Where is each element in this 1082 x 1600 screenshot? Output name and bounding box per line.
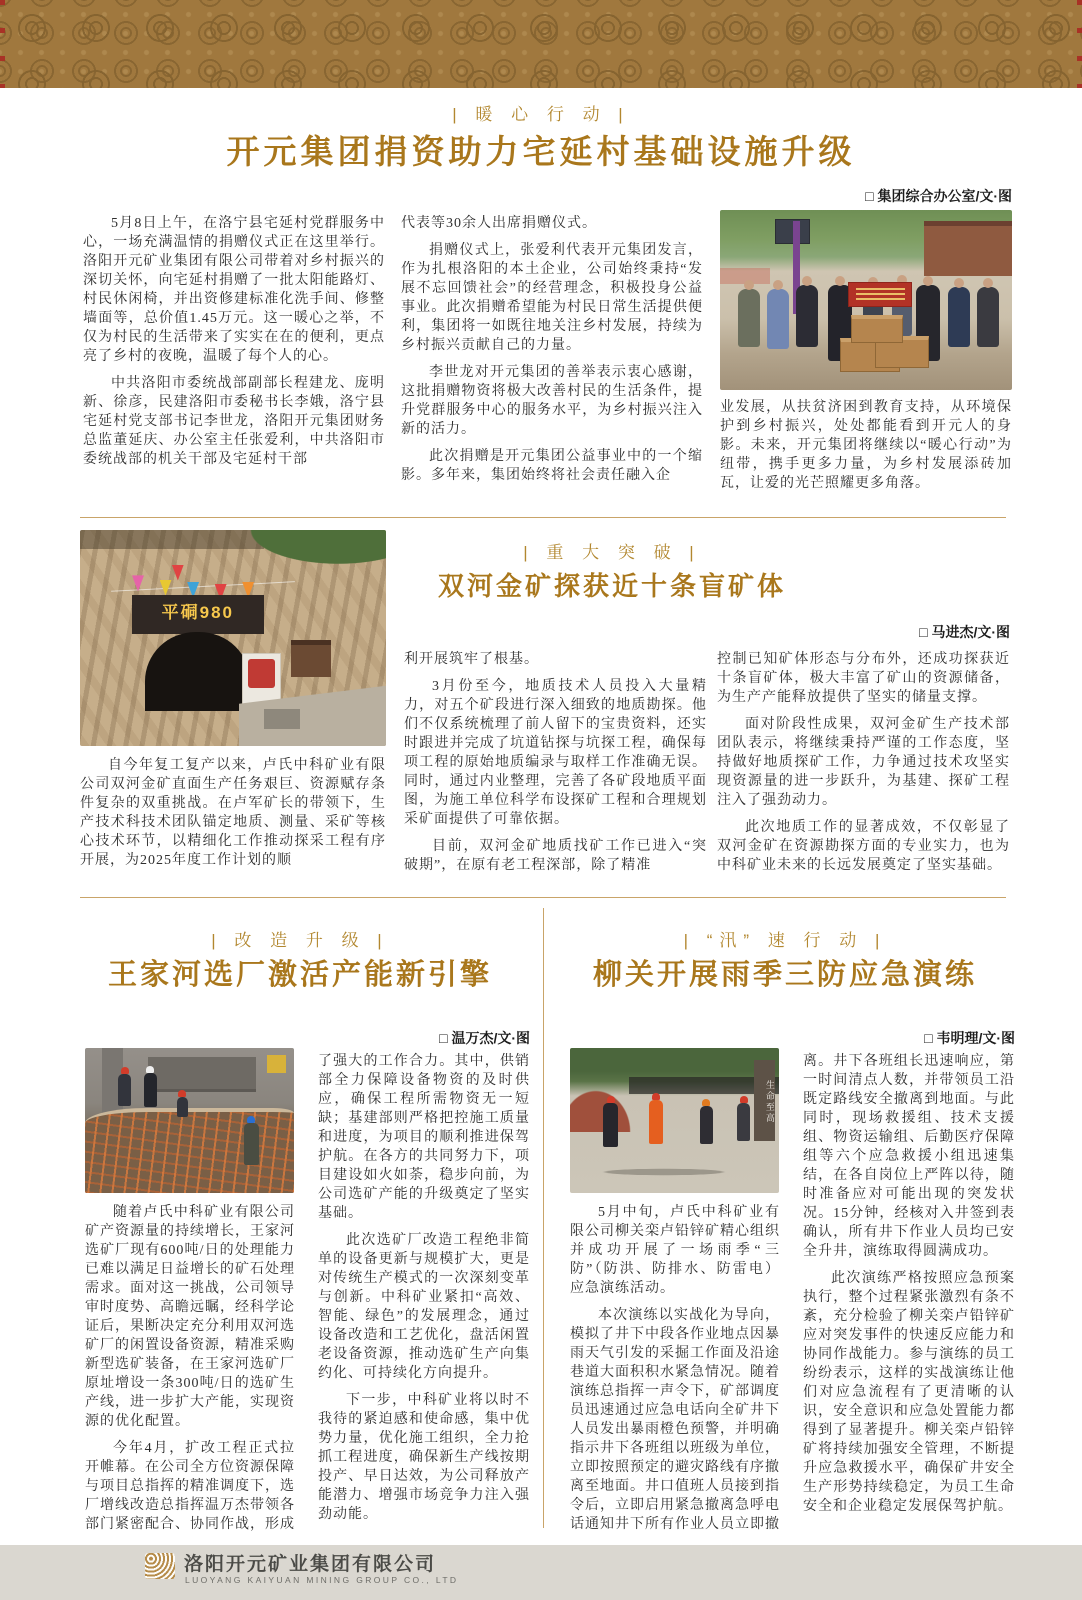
kicker-upgrade: | 改 造 升 级 |	[211, 931, 389, 950]
kicker-warm-action: | 暖 心 行 动 |	[452, 105, 630, 124]
drill-column-1	[570, 1203, 780, 1542]
company-name-cn: 洛阳开元矿业集团有限公司	[184, 1554, 437, 1575]
portal-name-plate: 平硐980	[132, 595, 264, 635]
emergency-drill-photo	[570, 1048, 779, 1193]
upgrade-column-1	[85, 1203, 295, 1542]
decorative-cloud-band	[0, 0, 1082, 88]
plant-machinery	[148, 1057, 257, 1092]
paragraph: 3月份至今，地质技术人员投入大量精力，对五个矿段进行深入细致的地质勘探。他们不仅系统梳理了前人留下的宝贵资料，还实时跟进并完成了坑道钻探与坑探工程，确保每项工程的原始地质编录与取样工作准确无误。同时，通过内业整理，完善了各矿段地质平面图，为施工单位科学布设探矿工程和合理规划采矿面提供了可靠依据。	[404, 679, 707, 827]
drill-worker	[737, 1103, 750, 1141]
paragraph: 今年4月，扩改工程正式拉开帷幕。在公司全方位资源保障与项目总指挥的精准调度下，选厂增线改造总指挥温万杰带领各部门紧密配合、协同作战，形成	[85, 1441, 295, 1532]
donation-column-1	[83, 214, 385, 477]
safety-sign: 生命至高	[754, 1060, 775, 1141]
company-name-en: LUOYANG KAIYUAN MINING GROUP CO., LTD	[185, 1575, 459, 1585]
worker-figure	[244, 1123, 259, 1165]
person-figure	[796, 285, 818, 347]
byline-flood-drill: □ 韦明理/文·图	[924, 1030, 1015, 1046]
small-shrine	[291, 640, 331, 677]
paragraph: 利开展筑牢了根基。	[404, 652, 539, 667]
worker-figure	[144, 1073, 157, 1107]
person-figure	[948, 287, 970, 347]
upgrade-column-2	[318, 1052, 530, 1532]
title-donation: 开元集团捐资助力宅延村基础设施升级	[226, 135, 856, 171]
breakthrough-column-3	[717, 650, 1010, 883]
stone-step	[264, 709, 301, 728]
tunnel-opening	[145, 632, 250, 711]
brick-building	[924, 221, 1012, 276]
kicker-breakthrough: | 重 大 突 破 |	[523, 543, 701, 562]
paragraph: 面对阶段性成果，双河金矿生产技术部团队表示，将继续秉持严谨的工作态度，坚持做好地质探矿工作，力争通过技术攻坚实现资源量的进一步跃升，为基建、探矿工程注入了强劲动力。	[717, 717, 1010, 808]
drill-column-2	[803, 1052, 1015, 1524]
byline-gold-mine: □ 马进杰/文·图	[919, 624, 1010, 640]
band-edge-mark-right	[1077, 0, 1082, 88]
paragraph: 代表等30余人出席捐赠仪式。	[401, 216, 597, 231]
paragraph: 此次选矿厂改造工程绝非简单的设备更新与规模扩大，更是对传统生产模式的一次深刻变革与创新。中科矿业紧扣“高效、智能、绿色”的发展理念，通过设备改造和工艺优化，盘活闲置老设备资源，推动选矿生产向集约化、可持续化方向提升。	[318, 1233, 530, 1381]
title-gold-mine: 双河金矿探获近十条盲矿体	[437, 572, 786, 601]
paragraph: 捐赠仪式上，张爱利代表开元集团发言，作为扎根洛阳的本土企业，公司始终秉持“发展不忘回馈社会”的经营理念，积极投身公益事业。此次捐赠希望能为村民日常生活提供便利，集团将一如既往地关注乡村发展，持续为乡村振兴贡献自己的力量。	[401, 243, 703, 353]
paragraph: 5月中旬，卢氏中科矿业有限公司柳关栾卢铅锌矿精心组织并成功开展了一场雨季“三防”（防洪、防排水、防雷电）应急演练活动。	[570, 1205, 780, 1296]
drill-worker	[700, 1106, 713, 1144]
donation-column-2	[401, 214, 703, 493]
paragraph: 本次演练以实战化为导向，模拟了井下中段各作业地点因暴雨天气引发的采掘工作面及沿途巷道大面积积水紧急情况。随着演练总指挥一声令下，矿部调度员迅速通过应急电话向全矿井下人员发出暴雨橙色预警，并明确指示井下各班组以班级为单位，立即按照预定的避灾路线有序撤离至地面。井口值班人员接到指令后，立即启用紧急撤离急呼电话通知井下所有作业人员立即撤	[570, 1308, 780, 1532]
paragraph: 离。井下各班组长迅速响应，第一时间清点人数，并带领员工沿既定路线安全撤离到地面。与此同时，现场救援组、技术支援组、物资运输组、后勤医疗保障组等六个应急救援小组迅速集结，在各自岗位上严阵以待，随时准备应对可能出现的突发状况。15分钟，经核对入井签到表确认，所有井下作业人员均已安全升井，演练取得圆满成功。	[803, 1054, 1015, 1259]
paragraph: 业发展，从扶贫济困到教育支持，从环境保护到乡村振兴，处处都能看到开元人的身影。未来，开元集团将继续以“暖心行动”为纽带，携手更多力量，为乡村发展添砖加瓦，让爱的光芒照耀更多角落。	[720, 400, 1012, 491]
ground-shadow	[591, 1168, 737, 1175]
person-figure	[738, 289, 760, 347]
column-divider	[543, 908, 544, 1528]
flag	[172, 565, 184, 581]
paragraph: 了强大的工作合力。其中，供销部全力保障设备物资的及时供应，确保工程所需物资无一短缺；基建部则严格把控施工质量和进度，为项目的顺利推进保驾护航。在各方的共同努力下，项目建设如火如荼，稳步向前，为公司选矿产能的升级奠定了坚实基础。	[318, 1054, 530, 1221]
breakthrough-column-2	[404, 650, 707, 883]
paragraph: 此次地质工作的显著成效，不仅彰显了双河金矿在资源勘探方面的专业实力，也为中科矿业未来的长远发展奠定了坚实基础。	[717, 820, 1010, 873]
paragraph: 此次演练严格按照应急预案执行，整个过程紧张激烈有条不紊，充分检验了柳关栾卢铅锌矿应对突发事件的快速反应能力和协同作战能力。参与演练的员工纷纷表示，这样的实战演练让他们对应急流程有了更清晰的认识，安全意识和应急处置能力都得到了显著提升。柳关栾卢铅锌矿将持续加强安全管理，不断提升应急救援水平，确保矿井安全生产形势持续稳定，为员工生命安全和企业稳定发展保驾护航。	[803, 1271, 1015, 1514]
plant-construction-photo	[85, 1048, 294, 1193]
paragraph: 此次捐赠是开元集团公益事业中的一个缩影。多年来，集团始终将社会责任融入企	[401, 449, 703, 483]
donation-ceremony-photo	[720, 210, 1012, 390]
page-footer	[0, 1545, 1082, 1600]
paragraph: 中共洛阳市委统战部副部长程建龙、庞明新、徐彦，民建洛阳市委秘书长李娥，洛宁县宅延村党支部书记李世龙，洛阳开元集团财务总监董延庆、办公室主任张爱利，中共洛阳市委统战部的机关干部及宅延村干部	[83, 376, 385, 467]
paragraph: 随着卢氏中科矿业有限公司矿产资源量的持续增长，王家河选矿厂现有600吨/日的处理能力已难以满足日益增长的矿石处理需求。面对这一挑战，公司领导审时度势、高瞻远瞩，经科学论证后，果断决定充分利用双河选矿厂的闲置设备资源，精准采购新型选矿装备，在王家河选矿厂原址增设一条300吨/日的选矿生产线，进一步扩大产能，实现资源的优化配置。	[85, 1205, 295, 1429]
byline-plant-upgrade: □ 温万杰/文·图	[439, 1030, 530, 1046]
person-figure	[977, 287, 999, 347]
paragraph: 目前，双河金矿地质找矿工作已进入“突破期”，在原有老工程深部，除了精准	[404, 839, 707, 873]
company-logo-icon	[145, 1553, 175, 1579]
title-plant-upgrade: 王家河选厂激活产能新引擎	[107, 959, 492, 991]
section-divider	[80, 517, 1006, 518]
title-flood-drill: 柳关开展雨季三防应急演练	[592, 959, 977, 991]
section-divider	[80, 897, 1006, 898]
paragraph: 李世龙对开元集团的善举表示衷心感谢，这批捐赠物资将极大改善村民的生活条件，提升党群服务中心的服务水平，为乡村振兴注入新的活力。	[401, 365, 703, 437]
paragraph: 自今年复工复产以来，卢氏中科矿业有限公司双河金矿直面生产任务艰巨、资源赋存条件复杂的双重挑战。在卢军矿长的带领下，生产技术科技术团队锚定地质、测量、采矿等核心技术环节，以精细化工作推动探采工程有序开展，为2025年度工作计划的顺	[80, 758, 386, 868]
donation-banner	[848, 282, 911, 307]
paragraph: 控制已知矿体形态与分布外，还成功探获近十条盲矿体，极大丰富了矿山的资源储备，为生产产能释放提供了坚实的储量支撑。	[717, 652, 1010, 705]
warning-sign	[267, 1055, 286, 1072]
hillside-trees	[227, 530, 386, 573]
mine-portal-photo	[80, 530, 386, 746]
byline-donation: □ 集团综合办公室/文·图	[865, 188, 1012, 204]
donation-boxes	[851, 315, 903, 343]
band-edge-mark-left	[0, 0, 5, 88]
worker-figure	[118, 1074, 131, 1106]
drill-worker	[649, 1100, 663, 1144]
kicker-flood-drill: | “汛” 速 行 动 |	[683, 931, 887, 950]
paragraph: 下一步，中科矿业将以时不我待的紧迫感和使命感，集中优势力量，优化施工组织，全力抢抓工程进度，确保新生产线按期投产、早日达效，为公司释放产能潜力、增强市场竞争力注入强劲动能。	[318, 1393, 530, 1522]
paragraph: 5月8日上午，在洛宁县宅延村党群服务中心，一场充满温情的捐赠仪式正在这里举行。洛阳开元矿业集团有限公司带着对乡村振兴的深切关怀，向宅延村捐赠了一批太阳能路灯、村民休闲椅，并出资修建标准化洗手间、修整墙面等，总价值1.45万元。这一暖心之举，不仅为村民的生活带来了实实在在的便利，更点亮了乡村的夜晚，温暖了每个人的心。	[83, 216, 385, 364]
breakthrough-column-1	[80, 756, 386, 878]
person-figure	[767, 289, 789, 349]
worker-figure	[177, 1097, 188, 1117]
donation-column-3	[720, 398, 1012, 501]
rebar-grid	[85, 1108, 294, 1193]
drill-worker	[603, 1103, 618, 1147]
